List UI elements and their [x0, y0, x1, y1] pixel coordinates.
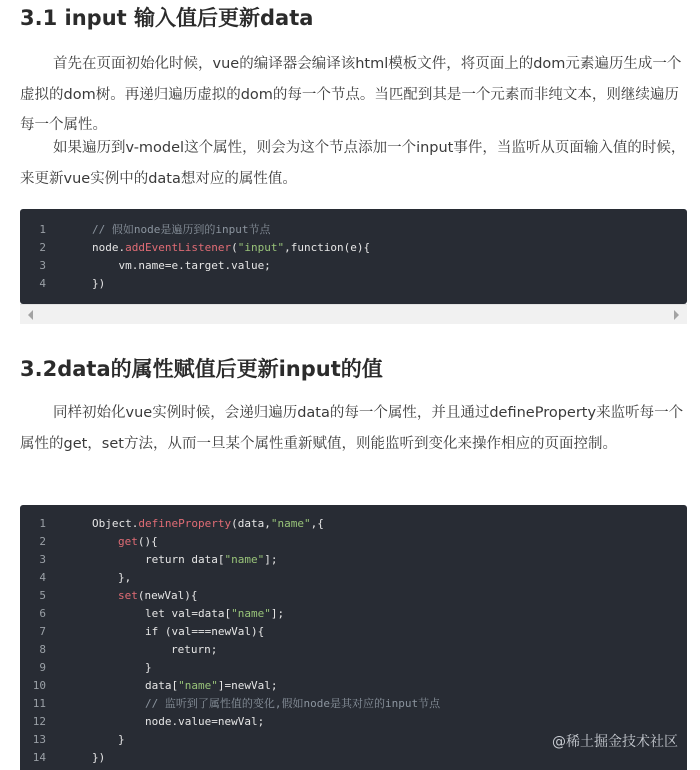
code-line — [20, 275, 687, 293]
code-comment: // 假如node是遍历到的input节点 — [92, 223, 271, 236]
section-title-3-2: 3.2data的属性赋值后更新input的值 — [20, 357, 383, 381]
line-number: 14 — [32, 751, 46, 764]
code-token: data[ — [145, 679, 179, 692]
code-token: Object. — [92, 517, 139, 530]
code-line — [20, 713, 687, 731]
line-number: 7 — [39, 625, 46, 638]
code-line — [20, 641, 687, 659]
code-line — [20, 587, 687, 605]
code-token: vm.name=e.target.value; — [92, 259, 271, 272]
code-block-1 — [20, 209, 687, 304]
line-number: 12 — [32, 715, 46, 728]
line-number: 9 — [39, 661, 46, 674]
code-line — [20, 515, 687, 533]
section-title-3-1: 3.1 input 输入值后更新data — [20, 6, 314, 30]
horizontal-scrollbar[interactable] — [20, 304, 687, 324]
code-token: }) — [92, 751, 106, 764]
code-line — [20, 605, 687, 623]
code-token: (data, — [231, 517, 271, 530]
scroll-left-arrow-icon[interactable] — [28, 310, 33, 320]
code-line — [20, 533, 687, 551]
code-token: return; — [171, 643, 218, 656]
code-token: ,{ — [310, 517, 324, 530]
code-line — [20, 257, 687, 275]
line-number: 3 — [39, 553, 46, 566]
code-line — [20, 677, 687, 695]
code-line — [20, 695, 687, 713]
code-token: let val=data[ — [145, 607, 232, 620]
code-line — [20, 749, 687, 767]
paragraph-2: 如果遍历到v-model这个属性，则会为这个节点添加一个input事件，当监听从页面输入值的时候，来更新vue实例中的data想对应的属性值。 — [20, 140, 686, 187]
line-number: 4 — [39, 571, 46, 584]
line-number: 1 — [39, 517, 46, 530]
line-number: 4 — [39, 277, 46, 290]
line-number: 3 — [39, 259, 46, 272]
line-number: 8 — [39, 643, 46, 656]
code-token: (newVal){ — [137, 589, 198, 602]
code-function: get — [118, 535, 138, 548]
code-token: }) — [92, 277, 106, 290]
code-token: node. — [92, 241, 126, 254]
code-function: set — [118, 589, 138, 602]
paragraph-3: 同样初始化vue实例时候，会递归遍历data的每一个属性，并且通过defineProperty来监听每一个属性的get，set方法，从而一旦某个属性重新赋值，则能监听到变化来操作相应的页面控制。 — [20, 405, 684, 452]
code-token: return data[ — [145, 553, 225, 566]
line-number: 5 — [39, 589, 46, 602]
code-token: (){ — [137, 535, 158, 548]
code-string: "name" — [224, 553, 265, 566]
line-number: 6 — [39, 607, 46, 620]
code-token: node.value=newVal; — [145, 715, 265, 728]
code-token: if (val===newVal){ — [145, 625, 265, 638]
code-token: } — [118, 733, 125, 746]
code-token: } — [145, 661, 152, 674]
code-string: "name" — [270, 517, 311, 530]
code-line — [20, 239, 687, 257]
code-function: defineProperty — [138, 517, 232, 530]
code-token: }, — [118, 571, 132, 584]
scroll-right-arrow-icon[interactable] — [674, 310, 679, 320]
code-line — [20, 659, 687, 677]
line-number: 10 — [32, 679, 46, 692]
code-token: ( — [231, 241, 238, 254]
code-string: "name" — [178, 679, 218, 692]
line-number: 13 — [32, 733, 46, 746]
line-number: 1 — [39, 223, 46, 236]
line-number: 11 — [32, 697, 46, 710]
code-string: "input" — [237, 241, 285, 254]
code-token: ]; — [270, 607, 285, 620]
code-comment: // 监听到了属性值的变化,假如node是其对应的input节点 — [145, 697, 441, 710]
line-number: 2 — [39, 241, 46, 254]
code-token: ]; — [264, 553, 278, 566]
watermark: @稀土掘金技术社区 — [552, 734, 678, 750]
paragraph-1: 首先在页面初始化时候，vue的编译器会编译该html模板文件，将页面上的dom元素遍历生成一个虚拟的dom树。再递归遍历虚拟的dom的每一个节点。当匹配到其是一个元素而非纯文本，则继续遍历每一个属性。 — [20, 56, 682, 133]
code-line — [20, 623, 687, 641]
code-line — [20, 221, 687, 239]
code-token: ,function(e){ — [284, 241, 371, 254]
code-function: addEventListener — [125, 241, 232, 254]
code-line — [20, 551, 687, 569]
line-number: 2 — [39, 535, 46, 548]
code-string: "name" — [231, 607, 271, 620]
code-line — [20, 569, 687, 587]
code-token: ]=newVal; — [217, 679, 278, 692]
